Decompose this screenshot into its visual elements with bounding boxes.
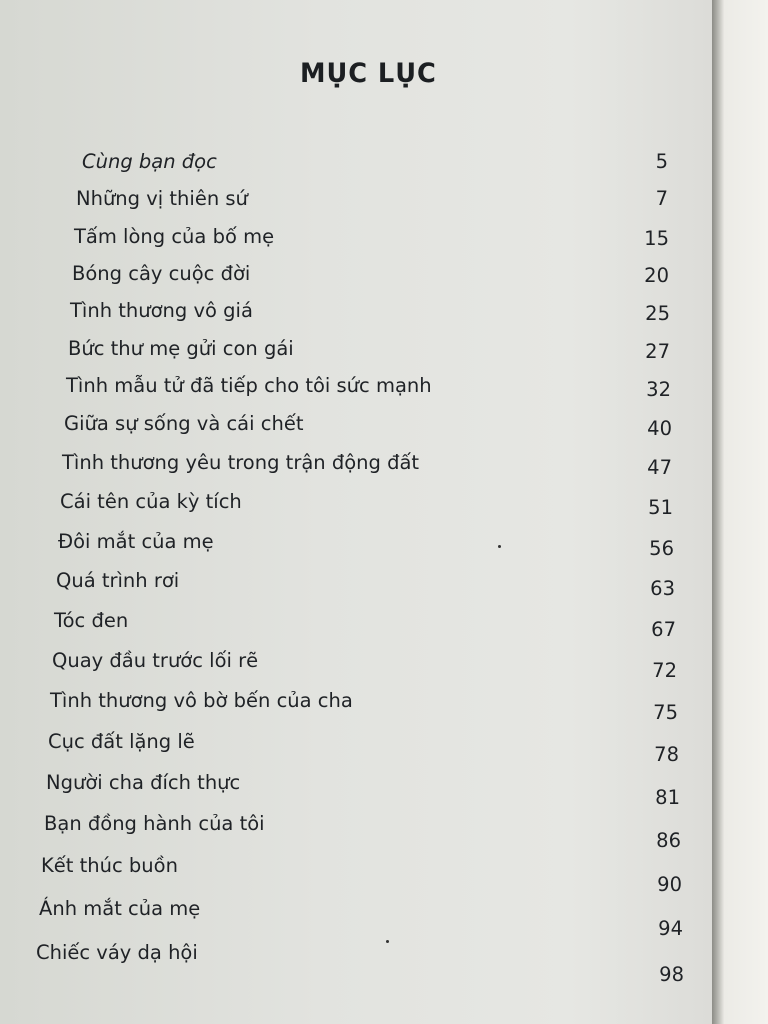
toc-entry-title: Tình thương vô bờ bến của cha — [50, 689, 353, 712]
toc-entry-title: Cục đất lặng lẽ — [48, 730, 195, 753]
toc-entry-page: 51 — [648, 496, 673, 519]
toc-entry-page: 86 — [656, 829, 681, 852]
toc-entry-title: Chiếc váy dạ hội — [36, 941, 198, 964]
toc-entry-title: Đôi mắt của mẹ — [58, 530, 214, 553]
toc-entry-title: Quá trình rơi — [56, 569, 180, 592]
toc-entry-title: Kết thúc buồn — [41, 854, 178, 877]
adjacent-page-edge — [712, 0, 768, 1024]
toc-entry-title: Bức thư mẹ gửi con gái — [68, 337, 294, 360]
toc-entry-title: Tấm lòng của bố mẹ — [74, 225, 275, 248]
speck — [386, 940, 389, 943]
toc-entry-title: Tình thương yêu trong trận động đất — [62, 451, 420, 474]
speck — [498, 545, 501, 548]
toc-entry-page: 27 — [645, 340, 670, 363]
adjacent-page-glyph — [754, 64, 768, 94]
toc-entry-page: 81 — [655, 786, 680, 809]
toc-entry-title: Tình mẫu tử đã tiếp cho tôi sức mạnh — [66, 374, 432, 397]
toc-entry-page: 15 — [644, 227, 669, 250]
toc-entry-title: Bóng cây cuộc đời — [72, 262, 251, 285]
toc-entry-title: Tình thương vô giá — [70, 299, 253, 322]
adjacent-page-glyph — [754, 100, 768, 130]
toc-entry-title: Bạn đồng hành của tôi — [44, 812, 265, 835]
adjacent-page-glyph — [754, 28, 768, 58]
toc-entry-title: Ánh mắt của mẹ — [39, 897, 201, 920]
toc-entry-title: Cùng bạn đọc — [82, 150, 217, 173]
toc-entry-title: Cái tên của kỳ tích — [60, 490, 242, 513]
toc-entry-page: 78 — [654, 743, 679, 766]
toc-entry-page: 25 — [645, 302, 670, 325]
toc-entry-page: 63 — [650, 577, 675, 600]
toc-entry-page: 72 — [652, 659, 677, 682]
toc-entry-page: 98 — [659, 963, 684, 986]
adjacent-page-glyph — [754, 0, 768, 26]
toc-entry-page: 47 — [647, 456, 672, 479]
toc-entry-page: 7 — [655, 187, 668, 210]
toc-entry-page: 40 — [647, 417, 672, 440]
toc-entry-page: 94 — [658, 917, 683, 940]
toc-entry-page: 32 — [646, 378, 671, 401]
toc-entry-page: 67 — [651, 618, 676, 641]
toc-entry-title: Quay đầu trước lối rẽ — [52, 649, 259, 672]
toc-entry-title: Những vị thiên sứ — [76, 187, 248, 210]
toc-entry-title: Tóc đen — [54, 609, 129, 632]
toc-entry-page: 90 — [657, 873, 682, 896]
toc-entry-title: Người cha đích thực — [46, 771, 241, 794]
toc-entry-title: Giữa sự sống và cái chết — [64, 412, 304, 435]
toc-entry-page: 20 — [644, 264, 669, 287]
toc-entry-page: 56 — [649, 537, 674, 560]
toc-entry-page: 5 — [655, 150, 668, 173]
toc-entry-page: 75 — [653, 701, 678, 724]
page-title: MỤC LỤC — [300, 58, 437, 89]
